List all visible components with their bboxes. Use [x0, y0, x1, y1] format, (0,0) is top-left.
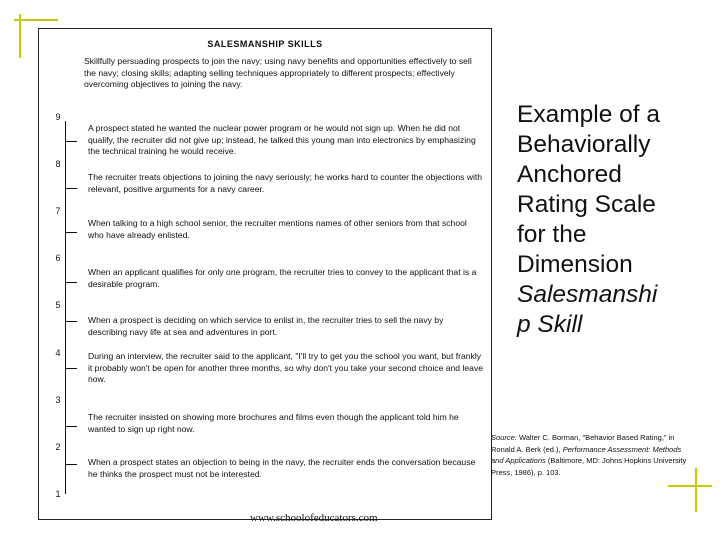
slide-title-italic-line: Salesmanshi — [517, 281, 658, 308]
scale-number-7: 7 — [55, 206, 61, 216]
scale-number-3: 3 — [55, 395, 61, 405]
slide-title-line: Rating Scale — [517, 191, 656, 218]
slide-title-italic-line: p Skill — [517, 311, 583, 338]
scale-number-2: 2 — [55, 442, 61, 452]
anchor-text: The recruiter insisted on showing more brochures and films even though the applicant told him he wanted to sign up right now. — [88, 412, 459, 434]
slide-title-line: Behaviorally — [517, 131, 651, 158]
anchor-tick — [65, 232, 77, 233]
anchor-tick — [65, 141, 77, 142]
anchor-text: When a prospect states an objection to being in the navy, the recruiter ends the conversation because he thinks the prospect must not be interested. — [88, 457, 476, 479]
figure-title: SALESMANSHIP SKILLS — [207, 39, 323, 49]
scale-number-6: 6 — [55, 253, 61, 263]
bars-figure — [38, 28, 492, 520]
source-text: Walter C. Borman, "Behavior Based Rating," in Ronald A. Berk (ed.), — [491, 433, 675, 454]
source-label: Source: — [491, 433, 517, 442]
source-book-title: Performance Assessment: Methods and Applications — [491, 444, 682, 465]
anchor-tick — [65, 282, 77, 283]
corner-decoration-bottom-vertical — [695, 468, 697, 512]
anchor-tick — [65, 464, 77, 465]
corner-decoration-horizontal — [14, 19, 58, 21]
corner-decoration-bottom-horizontal — [668, 485, 712, 487]
scale-number-8: 8 — [55, 159, 61, 169]
slide-title — [517, 100, 717, 340]
source-citation — [491, 432, 691, 478]
anchor-text: When talking to a high school senior, the recruiter mentions names of other seniors from that school who have already enlisted. — [88, 218, 467, 240]
anchor-tick — [65, 368, 77, 369]
watermark: www.schoolofeducators.com — [250, 512, 378, 524]
source-publication: (Baltimore, MD: Johns Hopkins University Press, 1986), p. 103. — [491, 456, 687, 477]
anchor-text: During an interview, the recruiter said to the applicant, "I'll try to get you the school you want, but frankly it probably won't be open for another three months, so why don't you take your second choice and leave now. — [88, 351, 484, 384]
scale-number-5: 5 — [55, 300, 61, 310]
slide-title-line: Dimension — [517, 251, 633, 278]
dimension-definition: Skillfully persuading prospects to join the navy; using navy benefits and opportunities effectively to sell the navy; closing skills; adapting selling techniques appropriately to different prospects; effectively overcoming objectives to joining the navy. — [84, 56, 472, 89]
anchor-text: The recruiter treats objections to joining the navy seriously; he works hard to counter the objections with relevant, positive arguments for a navy career. — [88, 172, 483, 194]
anchor-tick — [65, 321, 77, 322]
anchor-text: When an applicant qualifies for only one program, the recruiter tries to convey to the applicant that is a desirable program. — [88, 267, 477, 289]
anchor-tick — [65, 188, 77, 189]
slide-title-line: for the — [517, 221, 587, 248]
anchor-text: A prospect stated he wanted the nuclear power program or he would not sign up. When he did not qualify, the recruiter did not give up; instead, he talked this young man into electronics by emphasizing the technical training he would receive. — [88, 123, 476, 156]
anchor-tick — [65, 426, 77, 427]
slide-title-line: Example of a — [517, 101, 660, 128]
scale-number-1: 1 — [55, 489, 61, 499]
anchor-text: When a prospect is deciding on which service to enlist in, the recruiter tries to sell the navy by describing navy life at sea and adventures in port. — [88, 315, 444, 337]
scale-number-9: 9 — [55, 112, 61, 122]
slide-title-line: Anchored — [517, 161, 622, 188]
scale-number-4: 4 — [55, 348, 61, 358]
rating-axis — [65, 121, 66, 494]
